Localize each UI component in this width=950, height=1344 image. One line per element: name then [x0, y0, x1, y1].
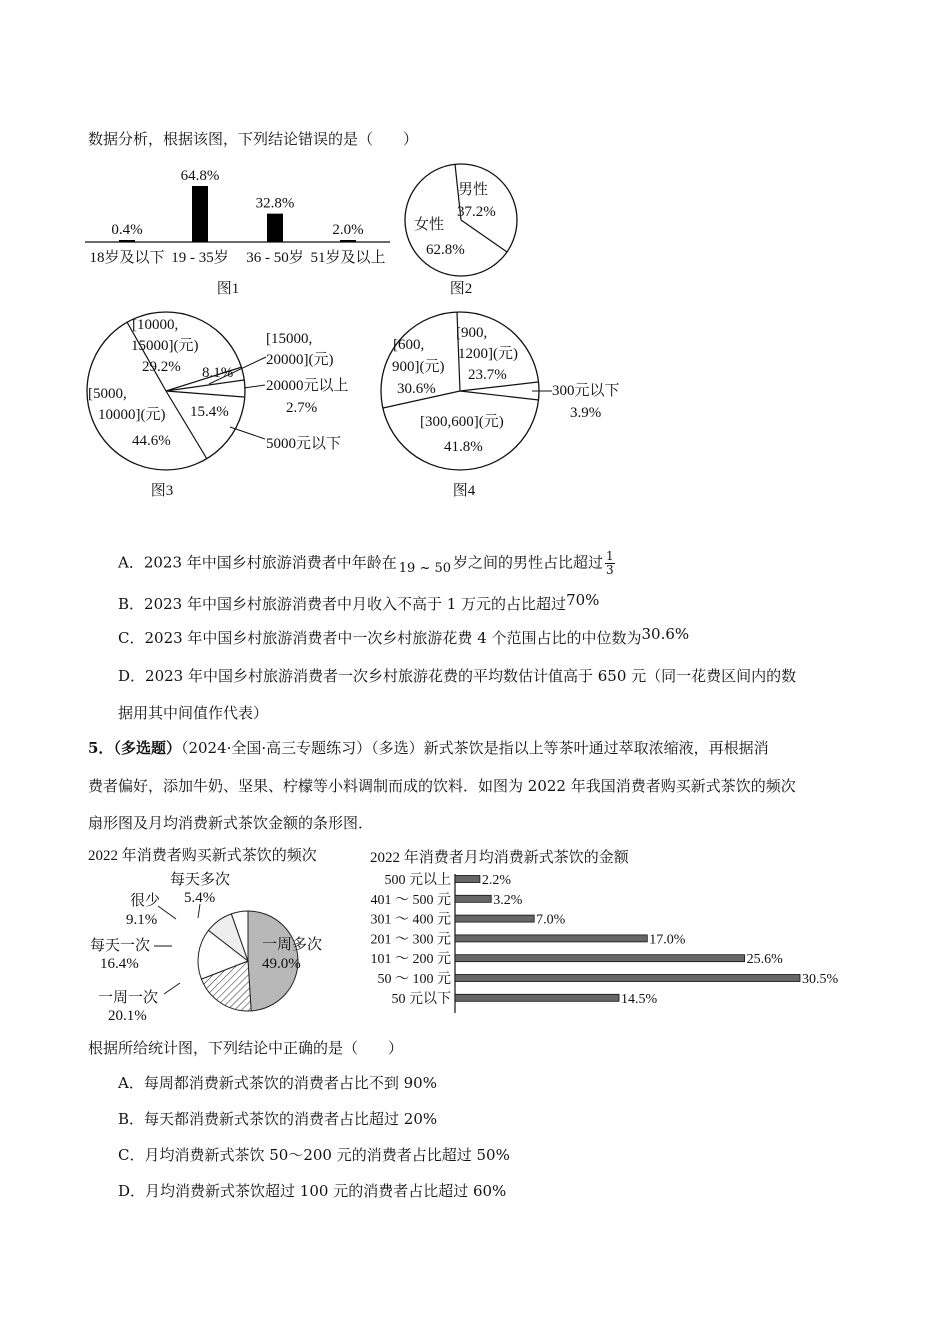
fig3-label-10000-a: [10000, — [132, 317, 179, 333]
q5-bar-label-4: 101 ～ 200 元 — [370, 952, 451, 968]
q5-pie-label-weekly-many: 一周多次 — [262, 937, 323, 953]
q5-bar-title: 2022 年消费者月均消费新式茶饮的金额 — [370, 850, 629, 866]
fig3-label-below-pct: 15.4% — [190, 404, 229, 420]
q4-option-b-value: 70% — [566, 591, 600, 609]
q4-option-b-text: B．2023 年中国乡村旅游消费者中月收入不高于 1 万元的占比超过 — [118, 595, 567, 613]
q5-bar-label-2: 301 ～ 400 元 — [370, 912, 451, 928]
fig1-bar-1 — [192, 186, 208, 242]
q5-stem-line3: 扇形图及月均消费新式茶饮金额的条形图． — [88, 814, 374, 832]
q4-option-c[interactable] — [118, 625, 690, 648]
q5-tag: （多选题） — [113, 739, 181, 757]
fig2-male-label: 男性 — [458, 182, 489, 198]
fig1-bar-label-1: 19 - 35岁 — [171, 250, 229, 266]
q5-bar-label-6: 50 元以下 — [391, 991, 451, 1007]
fig3-label-10000-pct: 29.2% — [142, 359, 181, 375]
fig3-label-20000-pct: 2.7% — [286, 400, 318, 416]
q5-pie-label-weekly-once: 一周一次 — [98, 990, 159, 1006]
q4-option-a-range: 19 ~ 50 — [398, 560, 452, 576]
fig3-label-15000-pct: 8.1% — [202, 365, 234, 381]
q5-spending-bar-chart — [356, 848, 839, 1016]
fig3-caption: 图3 — [150, 483, 174, 499]
fig4-label-600-a: [600, — [393, 337, 425, 353]
fig3-label-5000-pct: 44.6% — [132, 433, 171, 449]
q5-pie-pct-daily-many: 5.4% — [184, 890, 216, 906]
q4-option-d-line2: 据用其中间值作代表） — [118, 704, 269, 722]
fig1-bar-2 — [267, 214, 283, 242]
q5-question: 根据所给统计图，下列结论中正确的是（ ） — [88, 1039, 404, 1057]
fig4-label-900-pct: 23.7% — [468, 367, 507, 383]
fig4-label-300-600: [300,600](元) — [420, 414, 504, 430]
fig1-age-bar-chart — [80, 170, 400, 300]
fig3-label-10000-b: 15000](元) — [131, 338, 199, 354]
q5-pie-leader-weekly-once — [164, 983, 180, 994]
fig3-label-below: 5000元以下 — [266, 436, 342, 452]
fig4-spending-pie — [360, 305, 660, 505]
q5-bar-value-5: 30.5% — [802, 972, 839, 987]
q5-bar-value-1: 3.2% — [493, 892, 523, 908]
q5-bar-5 — [455, 975, 800, 982]
q5-bar-value-0: 2.2% — [481, 873, 512, 888]
q4-intro: 数据分析，根据该图，下列结论错误的是（ ） — [88, 130, 419, 148]
q4-option-c-text: C．2023 年中国乡村旅游消费者中一次乡村旅游花费 4 个范围占比的中位数为 — [118, 629, 642, 647]
fig1-caption: 图1 — [216, 281, 240, 297]
fig2-male-pct: 37.2% — [457, 204, 496, 220]
fig3-label-15000-b: 20000](元) — [266, 352, 334, 368]
fig3-leader-20000 — [244, 385, 265, 388]
q5-pie-pct-weekly-many: 49.0% — [262, 956, 301, 972]
q5-pie-pct-daily-once: 16.4% — [100, 956, 139, 972]
fig1-bar-value-2: 32.8% — [255, 195, 295, 212]
q5-bar-label-1: 401 ～ 500 元 — [370, 892, 451, 908]
fig1-bar-label-3: 51岁及以上 — [310, 250, 386, 266]
fig1-bar-label-2: 36 - 50岁 — [246, 250, 304, 266]
q5-bar-1 — [455, 895, 491, 902]
q4-option-a-numerator: 1 — [606, 549, 614, 563]
q5-source: （2024·全国·高三专题练习）（多选）新式茶饮是指以上等茶叶通过萃取浓缩液，再根据消 — [180, 739, 769, 757]
q5-bar-label-3: 201 ～ 300 元 — [370, 932, 451, 948]
fig1-bar-value-0: 0.4% — [111, 222, 143, 238]
fig2-female-pct: 62.8% — [426, 242, 465, 258]
q5-option-a[interactable]: A．每周都消费新式茶饮的消费者占比不到 90% — [118, 1074, 437, 1092]
q4-option-c-value: 30.6% — [641, 625, 690, 643]
q5-stem-line1 — [88, 738, 769, 758]
q5-option-c[interactable]: C．月均消费新式茶饮 50～200 元的消费者占比超过 50% — [118, 1146, 510, 1164]
q5-frequency-pie — [84, 842, 374, 1024]
q5-number: 5． — [88, 739, 114, 757]
q5-bar-value-4: 25.6% — [746, 952, 783, 968]
fig4-label-300-below-pct: 3.9% — [570, 405, 602, 421]
fig4-label-300-600-pct: 41.8% — [444, 439, 483, 455]
q5-bar-label-0: 500 元以上 — [384, 873, 451, 888]
q5-option-d[interactable]: D．月均消费新式茶饮超过 100 元的消费者占比超过 60% — [118, 1182, 507, 1200]
fig4-label-900-a: [900, — [456, 325, 488, 341]
fig1-bar-3 — [340, 240, 356, 242]
q5-stem-line2: 费者偏好，添加牛奶、坚果、柠檬等小料调制而成的饮料．如图为 2022 年我国消费者购买新式茶饮的频次 — [88, 777, 796, 795]
fig4-caption: 图4 — [452, 483, 476, 499]
q5-bar-value-6: 14.5% — [621, 991, 658, 1007]
q5-pie-pct-rarely: 9.1% — [126, 912, 158, 928]
fig1-bar-label-0: 18岁及以下 — [89, 250, 165, 266]
q5-bar-6 — [455, 994, 619, 1001]
fig3-label-20000-a: 20000元以上 — [266, 378, 349, 394]
q5-bar-0 — [455, 876, 480, 883]
q5-bar-2 — [455, 915, 534, 922]
q5-bar-3 — [455, 935, 647, 942]
q5-option-b[interactable]: B．每天都消费新式茶饮的消费者占比超过 20% — [118, 1110, 438, 1128]
fig1-bar-value-3: 2.0% — [332, 222, 364, 238]
q5-pie-title: 2022 年消费者购买新式茶饮的频次 — [88, 848, 317, 864]
q5-pie-leader-rarely — [158, 906, 176, 919]
fig4-label-600-b: 900](元) — [392, 359, 445, 375]
q5-pie-leader-daily-many — [198, 904, 200, 918]
fig3-label-5000-b: 10000](元) — [98, 407, 166, 423]
fig2-female-label: 女性 — [414, 217, 445, 233]
fig4-label-600-pct: 30.6% — [397, 381, 436, 397]
q4-option-d-line1: D．2023 年中国乡村旅游消费者一次乡村旅游花费的平均数估计值高于 650 元（同一花费区间内的数 — [118, 667, 797, 685]
q5-pie-pct-weekly-once: 20.1% — [108, 1008, 147, 1024]
q5-pie-label-rarely: 很少 — [130, 893, 161, 909]
q5-pie-label-daily-many: 每天多次 — [170, 872, 231, 888]
q4-option-d-cont — [118, 703, 268, 723]
q4-option-d[interactable] — [118, 666, 796, 686]
q4-option-a[interactable] — [118, 550, 615, 577]
fig2-gender-pie — [398, 160, 528, 300]
fig3-income-pie — [80, 305, 380, 505]
q5-pie-label-daily-once: 每天一次 — [90, 938, 151, 954]
fig4-label-900-b: 1200](元) — [458, 346, 518, 362]
fig4-label-300-below: 300元以下 — [552, 383, 620, 399]
q5-bar-value-2: 7.0% — [536, 912, 566, 928]
fig3-label-5000-a: [5000, — [88, 386, 127, 402]
q4-option-a-fraction — [605, 550, 615, 577]
q5-bar-value-3: 17.0% — [649, 932, 686, 948]
fig2-caption: 图2 — [449, 281, 473, 297]
fig1-bar-0 — [119, 240, 135, 242]
fig3-label-15000-a: [15000, — [266, 331, 313, 347]
q4-option-b[interactable] — [118, 591, 600, 614]
fig3-leader-5000 — [230, 427, 265, 439]
q5-bar-4 — [455, 955, 745, 962]
q4-option-a-pre: A．2023 年中国乡村旅游消费者中年龄在 — [118, 553, 397, 572]
fig1-bar-value-1: 64.8% — [180, 168, 220, 184]
q4-option-a-denominator: 3 — [606, 563, 614, 577]
q4-option-a-mid: 岁之间的男性占比超过 — [453, 553, 604, 572]
q5-bar-label-5: 50 ～ 100 元 — [377, 972, 451, 987]
